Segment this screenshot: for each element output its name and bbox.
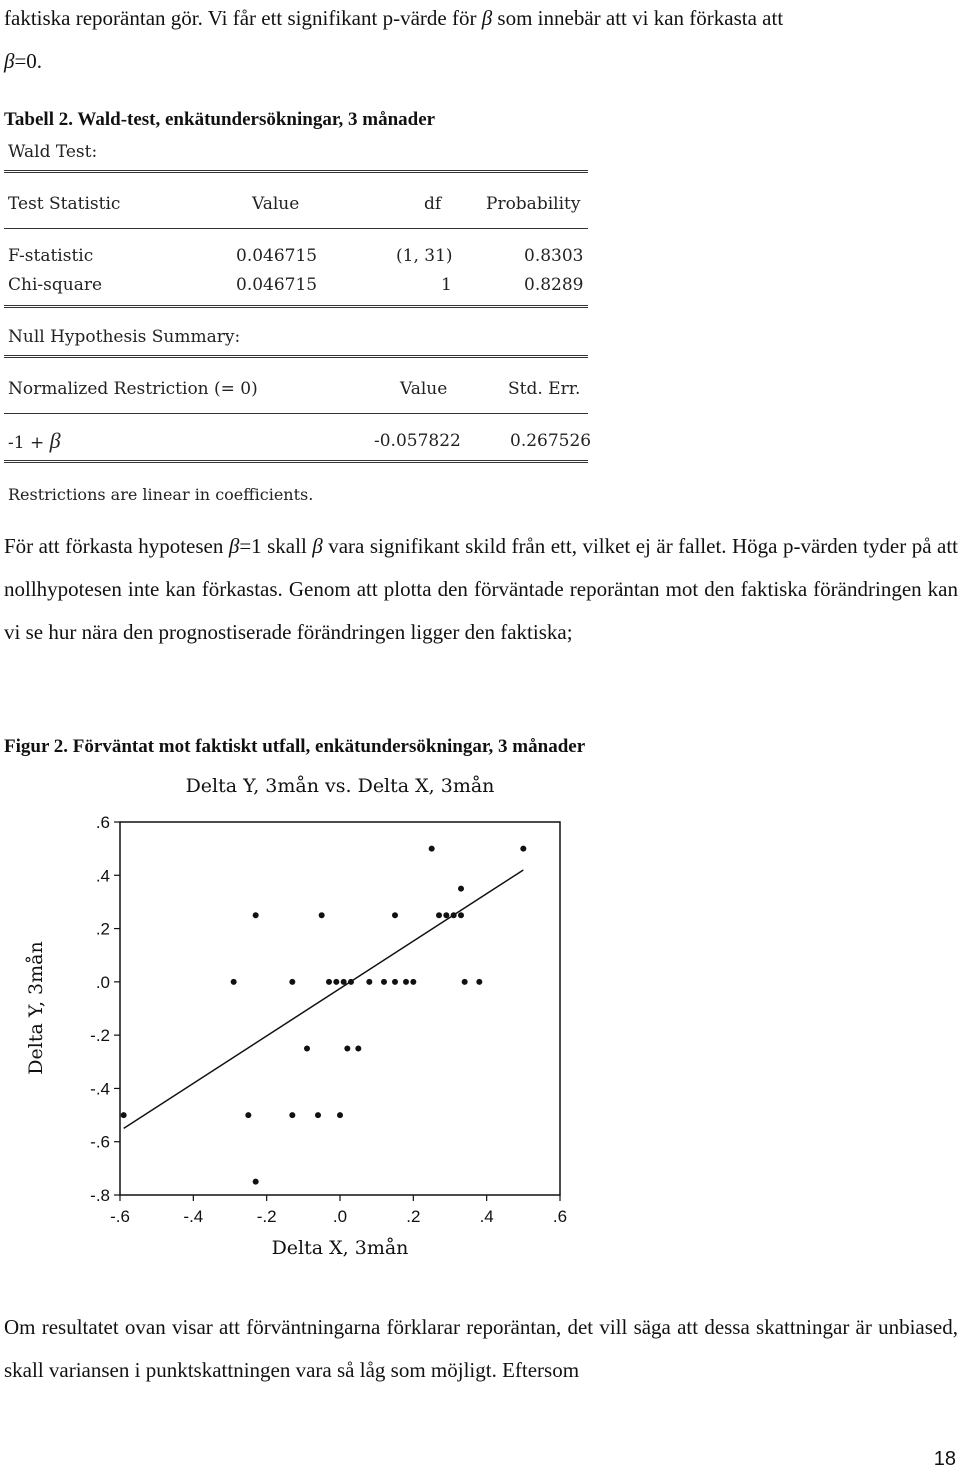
restriction-value: -0.057822 [374,431,461,451]
x-axis [110,1195,567,1226]
y-axis [90,813,120,1205]
x-tick-label: -.6 [110,1207,130,1226]
y-tick-label: .6 [95,813,110,832]
intro-text-b: som innebär att vi kan förkasta att [492,6,784,30]
data-point [231,979,237,985]
page-number: 18 [933,1448,956,1470]
data-point [458,886,464,892]
x-tick-label: .0 [332,1207,348,1226]
table-footnote: Restrictions are linear in coefficients. [8,485,314,504]
intro-text-c: =0. [14,49,43,73]
data-point [348,979,354,985]
body-paragraph [4,525,958,654]
table-cell-probability: 0.8289 [524,275,584,295]
x-tick-label: .6 [552,1207,568,1226]
beta-symbol: β [49,428,61,453]
table-rule [4,413,588,414]
table-cell-value: 0.046715 [236,275,318,295]
null-hypothesis-label: Null Hypothesis Summary: [8,327,241,347]
data-point [366,979,372,985]
data-point [443,912,449,918]
body-paragraph: Om resultatet ovan visar att förväntningarna förklarar reporäntan, det vill säga att dessa skattningar är unbiased, skall variansen i punktskattningen vara så låg som möjligt. Eftersom [4,1315,958,1382]
data-point [344,1045,350,1051]
table-rule [4,228,588,229]
data-point [304,1045,310,1051]
fit-line [124,870,524,1128]
intro-text-a: faktiska reporäntan gör. Vi får ett signifikant p-värde för [4,6,482,30]
restriction-expression [8,428,61,454]
x-axis-label: Delta X, 3mån [271,1237,409,1259]
data-point [289,979,295,985]
paragraph-text: vara signifikant skild från ett, vilket ej är fallet. Höga p-värden tyder på att nollhypotesen inte kan förkastas. Genom att plotta den förväntade reporäntan mot den faktiska förändringen kan vi se hur nära den prognostiserade förändringen ligger den faktiska; [4,534,958,644]
beta-symbol: β [481,6,493,30]
data-point [476,979,482,985]
data-point [520,846,526,852]
data-point [381,979,387,985]
intro-paragraph [4,0,958,83]
table-row-label: Chi-square [8,275,103,295]
table-header-value: Value [252,194,300,214]
paragraph-text: För att förkasta hypotesen [4,534,229,558]
data-point [458,912,464,918]
data-point [341,979,347,985]
data-point [392,979,398,985]
y-tick-label: .2 [95,919,110,939]
table-rule [4,170,588,173]
table-rule [4,355,588,358]
restriction-header-stderr: Std. Err. [508,379,581,399]
restriction-expr-text: -1 + [8,433,50,453]
scatter-chart [0,760,600,1265]
y-tick-label: .4 [95,866,110,886]
y-tick-label: -.6 [90,1132,110,1152]
data-point [245,1112,251,1118]
y-tick-label: .0 [95,972,110,992]
table-rule [4,460,588,463]
data-point [253,912,259,918]
beta-symbol: β [228,534,240,558]
table-cell-df: (1, 31) [396,246,453,266]
restriction-header-value: Value [400,379,448,399]
y-axis-label: Delta Y, 3mån [25,941,47,1075]
table-rule [4,305,588,308]
data-points [121,846,527,1185]
chart-title: Delta Y, 3mån vs. Delta X, 3mån [185,775,495,797]
y-tick-label: -.2 [90,1026,110,1046]
table-header-df: df [424,194,442,214]
data-point [326,979,332,985]
data-point [333,979,339,985]
plot-frame [120,822,560,1195]
y-tick-label: -.4 [90,1079,110,1099]
data-point [319,912,325,918]
table-header-statistic: Test Statistic [8,194,121,214]
data-point [337,1112,343,1118]
restriction-stderr: 0.267526 [510,431,592,451]
data-point [436,912,442,918]
data-point [121,1112,127,1118]
restriction-header: Normalized Restriction (= 0) [8,379,258,399]
data-point [403,979,409,985]
wald-test-label: Wald Test: [8,142,98,162]
beta-symbol: β [4,49,15,73]
data-point [315,1112,321,1118]
data-point [289,1112,295,1118]
table-cell-probability: 0.8303 [524,246,584,266]
data-point [429,846,435,852]
data-point [253,1179,259,1185]
table-cell-value: 0.046715 [236,246,318,266]
data-point [410,979,416,985]
x-tick-label: -.2 [256,1207,277,1226]
table-caption: Tabell 2. Wald-test, enkätundersökningar, 3 månader [4,109,436,130]
x-tick-label: .4 [479,1207,494,1226]
table-cell-df: 1 [441,275,452,295]
figure-caption: Figur 2. Förväntat mot faktiskt utfall, enkätundersökningar, 3 månader [4,736,586,757]
table-row-label: F-statistic [8,246,94,266]
paragraph-text: =1 skall [239,534,313,558]
table-header-probability: Probability [486,194,581,214]
data-point [392,912,398,918]
x-tick-label: .2 [406,1207,421,1226]
y-tick-label: -.8 [90,1186,110,1205]
data-point [462,979,468,985]
data-point [451,912,457,918]
beta-symbol: β [312,534,323,558]
data-point [355,1045,361,1051]
x-tick-label: -.4 [183,1207,204,1226]
